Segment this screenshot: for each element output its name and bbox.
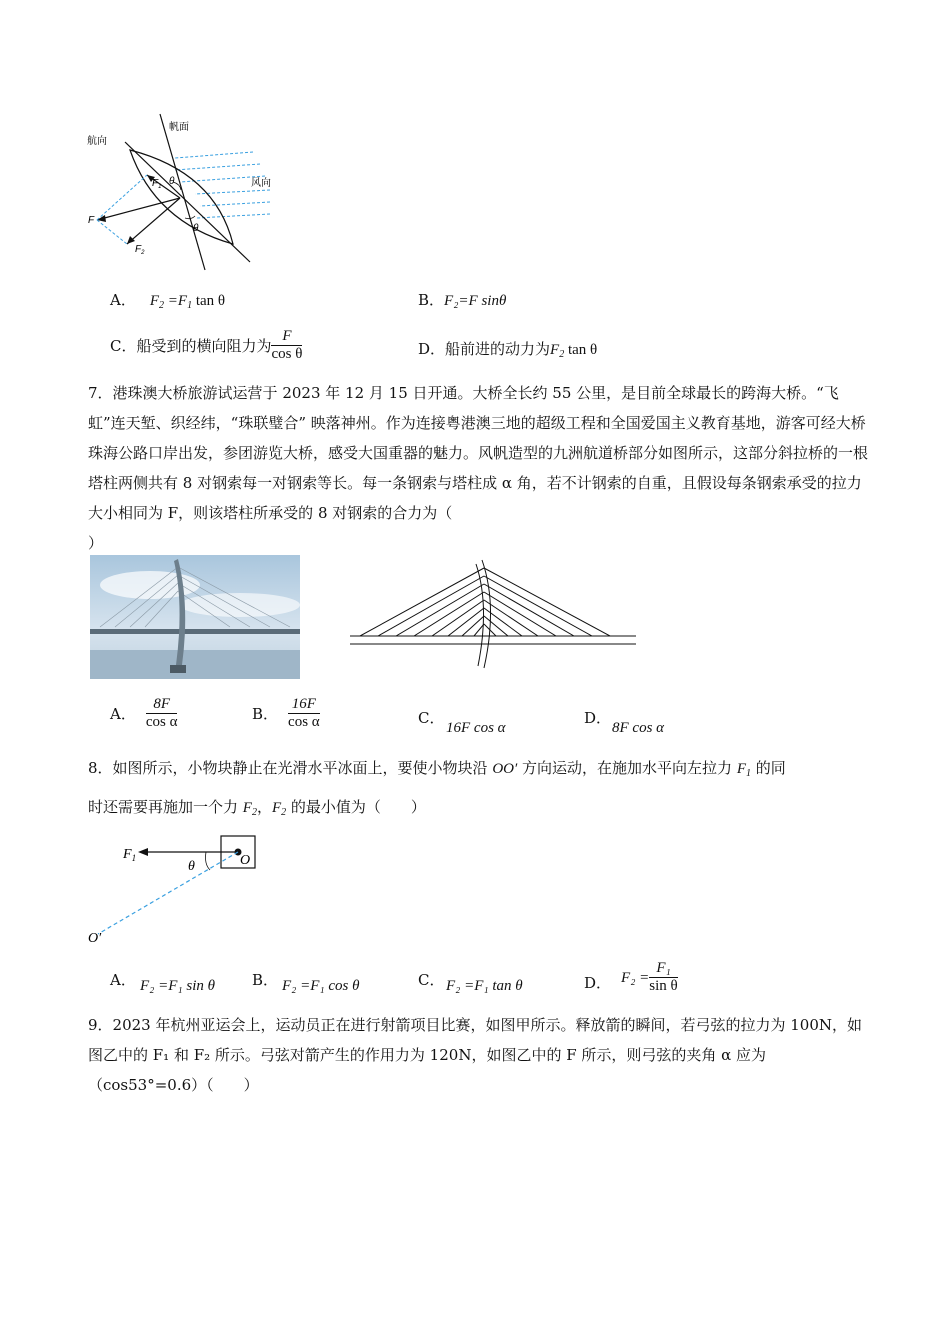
option-label: D．船前进的动力为 xyxy=(418,340,551,358)
text: 8．如图所示，小物块静止在光滑水平冰面上，要使小物块沿 xyxy=(88,759,493,777)
eq: =F xyxy=(164,293,188,309)
q7-paren: ） xyxy=(88,534,104,552)
F2-label: $F_2$ xyxy=(135,244,145,256)
F1-label: $F_1$ xyxy=(152,178,162,190)
option-label: C． xyxy=(418,709,445,727)
text: ， xyxy=(256,798,272,816)
text: 时还需要再施加一个力 xyxy=(88,798,243,816)
theta-top-label: θ xyxy=(169,176,175,187)
q7-body: 7．港珠澳大桥旅游试运营于 2023 年 12 月 15 日开通。大桥全长约 55 公里，是目前全球最长的跨海大桥。“飞虹”连天堑、织经纬，“珠联璧合” 映落神州。作为连接粤港澳三地的超级工程和全国爱国主义教育基地，游客可经大桥珠海公路口岸出发，参团游览大桥，感受大国重器的魅力。风帆造型的九洲航道桥部分如图所示，这部分斜拉桥的一根塔柱两侧共有 8 对钢索每一对钢索等长。每一条钢索与塔柱成 α 角，若不计钢索的自重，且假设每条钢索承受的拉力大小相同为 F，则该塔柱所承受的 8 对钢索的合力为（ xyxy=(88,384,869,522)
numerator: 8F xyxy=(146,696,178,714)
option-a-expr: F₂ =F₁ sin θ xyxy=(140,978,215,994)
option-label: B． xyxy=(418,291,445,309)
q8-line1 xyxy=(88,758,786,784)
option-label: D． xyxy=(584,709,612,727)
q7-option-d[interactable] xyxy=(584,708,611,728)
bridge-photo xyxy=(90,555,300,679)
heading-label: 航向 xyxy=(87,136,107,147)
sub: 1 xyxy=(187,300,193,311)
option-c-expr: F₂ =F₁ tan θ xyxy=(446,978,523,994)
block-force-diagram xyxy=(86,830,266,950)
tail: tan θ xyxy=(192,293,226,309)
fraction xyxy=(288,696,320,731)
denominator: cos α xyxy=(288,714,320,730)
option-label: C．船受到的横向阻力为 xyxy=(110,336,272,355)
cable-stayed-bridge-diagram xyxy=(348,556,638,676)
option-c-expr: 16F cos α xyxy=(446,720,506,736)
denominator: cos α xyxy=(145,714,178,730)
tail: tan θ xyxy=(564,342,598,358)
theta-bottom-label: θ xyxy=(193,223,199,234)
text: F xyxy=(736,761,746,777)
option-b-expr: F₂=F sinθ xyxy=(444,293,507,309)
sailboat-force-diagram xyxy=(85,112,285,274)
q8-option-b[interactable] xyxy=(252,970,278,990)
text: F xyxy=(242,800,252,816)
option-label: A． xyxy=(110,704,136,723)
denominator: sin θ xyxy=(649,978,678,994)
numerator: F₁ xyxy=(649,960,677,978)
O-label: O xyxy=(240,853,251,868)
option-a-expr: F xyxy=(149,293,160,309)
q8-option-a[interactable] xyxy=(110,970,136,990)
text: 的最小值为（ ） xyxy=(286,798,426,816)
option-label: C． xyxy=(418,971,445,989)
q6-option-c[interactable] xyxy=(110,328,302,363)
q6-option-a[interactable] xyxy=(110,290,225,316)
text: 的同 xyxy=(751,759,786,777)
F1-label: $F_1$ xyxy=(123,847,137,863)
sub: 2 xyxy=(559,349,565,360)
option-label: B． xyxy=(252,971,279,989)
q9-text: 9．2023 年杭州亚运会上，运动员正在进行射箭项目比赛，如图甲所示。释放箭的瞬间，若弓弦的拉力为 100N，如图乙中的 F₁ 和 F₂ 所示。弓弦对箭产生的作用力为 120N，如图乙中的 F 所示，则弓弦的夹角 α 应为（cos53°=0.6）（ ） xyxy=(88,1016,863,1094)
q7-text xyxy=(88,378,868,558)
numerator: F xyxy=(271,328,302,346)
q7-option-b[interactable] xyxy=(252,696,320,731)
O-prime-label: O′ xyxy=(88,931,102,946)
fraction xyxy=(649,960,677,995)
q7-option-a[interactable] xyxy=(110,696,177,731)
q6-option-d[interactable] xyxy=(418,339,597,365)
option-label: A． xyxy=(110,291,136,309)
theta-label: θ xyxy=(188,859,195,874)
fraction xyxy=(271,328,302,363)
F-label: F xyxy=(88,215,95,226)
option-d-expr: F xyxy=(550,342,560,358)
q8-option-d[interactable] xyxy=(584,960,678,995)
option-b-expr: F₂ =F₁ cos θ xyxy=(282,978,360,994)
q8-line2 xyxy=(88,797,426,823)
option-d-lhs: F₂ = xyxy=(621,969,650,986)
text: OO′ xyxy=(492,761,518,777)
q7-option-c[interactable] xyxy=(418,708,444,728)
q6-option-b[interactable] xyxy=(418,290,506,311)
sub: 2 xyxy=(159,300,165,311)
text: F xyxy=(271,800,282,816)
sail-label: 帆面 xyxy=(169,122,189,133)
fraction xyxy=(146,696,178,731)
denominator: cos θ xyxy=(271,346,303,362)
option-d-expr: 8F cos α xyxy=(612,720,665,736)
sub: 2 xyxy=(251,807,257,818)
text: 方向运动，在施加水平向左拉力 xyxy=(517,759,737,777)
numerator: 16F xyxy=(288,696,320,714)
option-label: B． xyxy=(252,704,279,723)
wind-label: 风向 xyxy=(251,178,271,189)
sub: 2 xyxy=(281,807,287,818)
option-label: D． xyxy=(584,973,612,992)
q8-option-c[interactable] xyxy=(418,970,444,990)
sub: 1 xyxy=(746,768,751,779)
option-label: A． xyxy=(110,971,136,989)
